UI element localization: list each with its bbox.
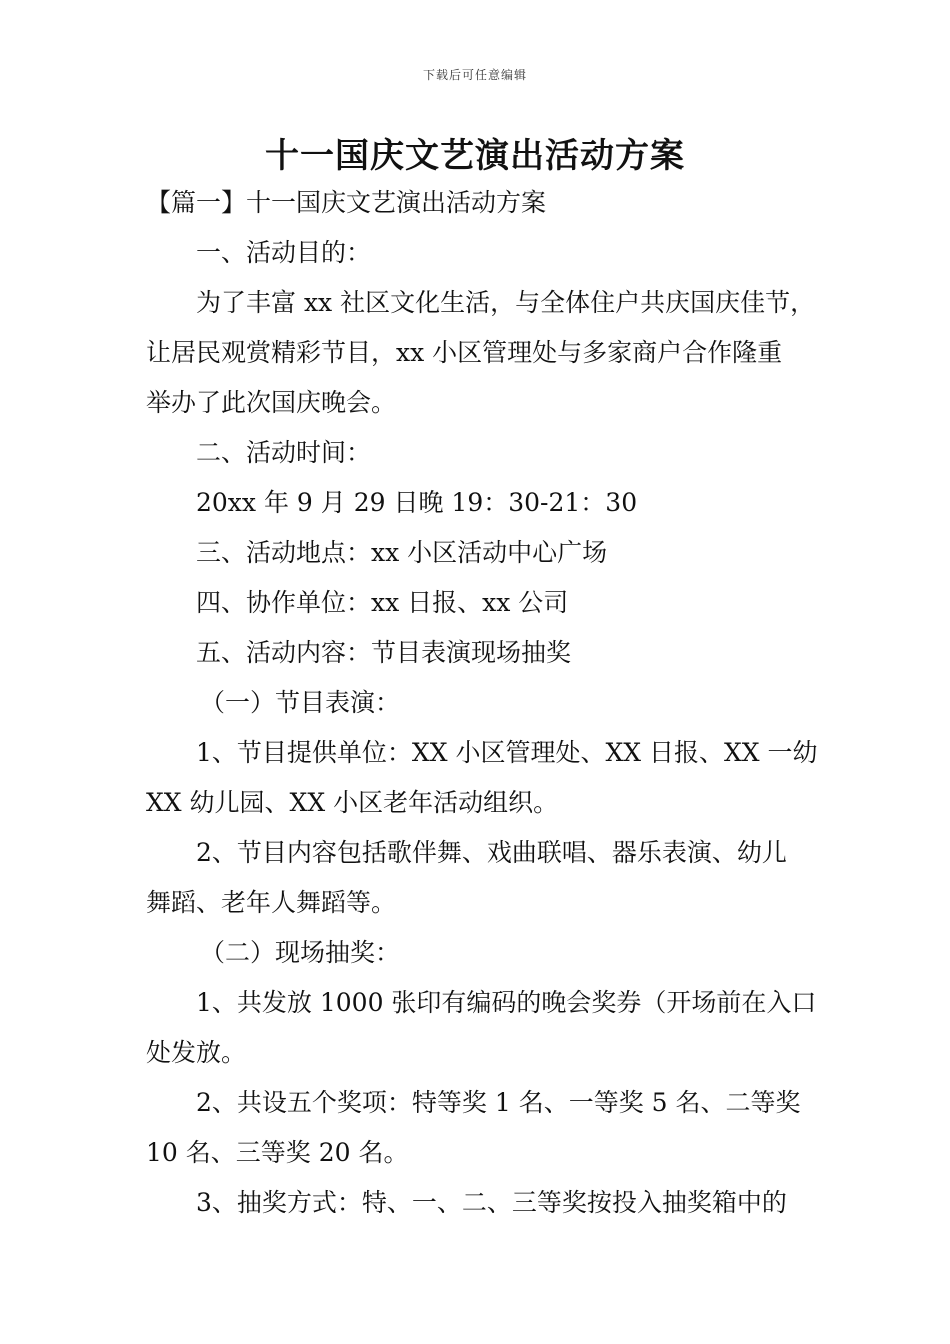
paragraph-prizes-line-1: 2、共设五个奖项：特等奖 1 名、一等奖 5 名、二等奖 — [196, 1088, 801, 1117]
paragraph-program-line-2: 舞蹈、老年人舞蹈等。 — [146, 888, 397, 917]
heading-content: 五、活动内容：节目表演现场抽奖 — [196, 638, 572, 667]
paragraph-purpose-line-2: 让居民观赏精彩节目，xx 小区管理处与多家商户合作隆重 — [146, 338, 783, 367]
paragraph-performers-line-2: XX 幼儿园、XX 小区老年活动组织。 — [146, 788, 559, 817]
paragraph-method-line-1: 3、抽奖方式：特、一、二、三等奖按投入抽奖箱中的 — [196, 1188, 787, 1217]
paragraph-performers-line-1: 1、节目提供单位：XX 小区管理处、XX 日报、XX 一幼 — [196, 738, 818, 767]
heading-purpose: 一、活动目的： — [196, 238, 372, 267]
paragraph-time: 20xx 年 9 月 29 日晚 19：30-21：30 — [196, 488, 638, 517]
paragraph-purpose-line-3: 举办了此次国庆晚会。 — [146, 388, 397, 417]
section-heading-part-one: 【篇一】十一国庆文艺演出活动方案 — [146, 188, 547, 217]
paragraph-tickets-line-2: 处发放。 — [146, 1038, 247, 1067]
document-title: 十一国庆文艺演出活动方案 — [265, 136, 685, 176]
subheading-lottery: （二）现场抽奖： — [200, 938, 401, 967]
paragraph-program-line-1: 2、节目内容包括歌伴舞、戏曲联唱、器乐表演、幼儿 — [196, 838, 787, 867]
paragraph-purpose-line-1: 为了丰富 xx 社区文化生活，与全体住户共庆国庆佳节， — [196, 288, 816, 317]
subheading-performances: （一）节目表演： — [200, 688, 401, 717]
paragraph-prizes-line-2: 10 名、三等奖 20 名。 — [146, 1138, 409, 1167]
paragraph-tickets-line-1: 1、共发放 1000 张印有编码的晚会奖券（开场前在入口 — [196, 988, 817, 1017]
heading-partners: 四、协作单位：xx 日报、xx 公司 — [196, 588, 569, 617]
header-note: 下载后可任意编辑 — [422, 68, 527, 82]
document-body — [146, 178, 816, 1228]
heading-time: 二、活动时间： — [196, 438, 372, 467]
heading-location: 三、活动地点：xx 小区活动中心广场 — [196, 538, 608, 567]
